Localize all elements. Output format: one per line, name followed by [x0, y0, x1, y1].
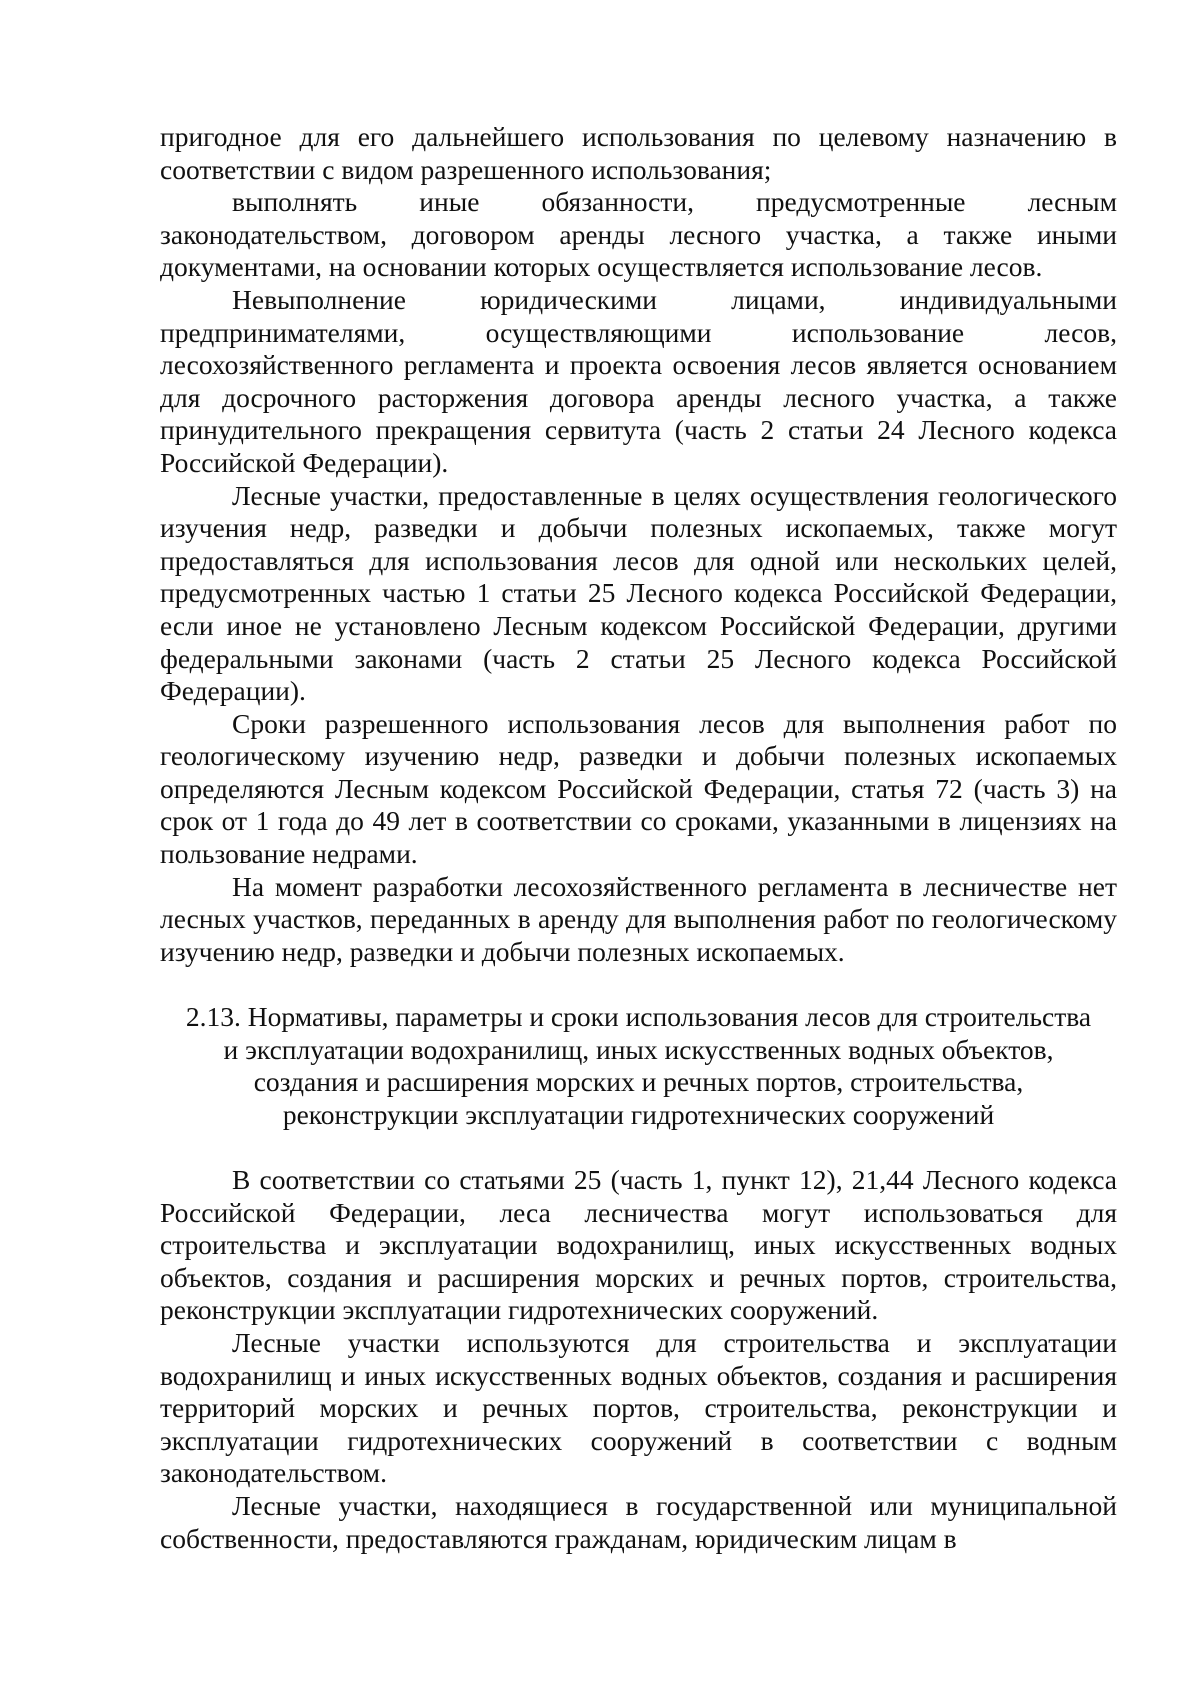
section-heading: 2.13. Нормативы, параметры и сроки использования лесов для строительства и эксплуатации водохранилищ, иных искусственных водных объектов, создания и расширения морских и речных портов, строительства, реконструкции эксплуатации гидротехнических сооружений — [185, 1001, 1092, 1130]
paragraph-terms: Сроки разрешенного использования лесов для выполнения работ по геологическому изучению недр, разведки и добычи полезных ископаемых определяются Лесным кодексом Российской Федерации, статья 72 (часть 3) на срок от 1 года до 49 лет в соответствии со сроками, указанными в лицензиях на пользование недрами. — [160, 707, 1117, 870]
paragraph-geological-plots: Лесные участки, предоставленные в целях осуществления геологического изучения недр, разведки и добычи полезных ископаемых, также могут предоставляться для использования лесов для одной или нескольких целей, предусмотренных частью 1 статьи 25 Лесного кодекса Российской Федерации, если иное не установлено Лесным кодексом Российской Федерации, другими федеральными законами (часть 2 статьи 25 Лесного кодекса Российской Федерации). — [160, 479, 1117, 707]
paragraph-obligations: выполнять иные обязанности, предусмотренные лесным законодательством, договором аренды лесного участка, а также иными документами, на основании которых осуществляется использование лесов. — [160, 186, 1117, 283]
paragraph-noncompliance: Невыполнение юридическими лицами, индивидуальными предпринимателями, осуществляющими использование лесов, лесохозяйственного регламента и проекта освоения лесов является основанием для досрочного расторжения договора аренды лесного участка, а также принудительного прекращения сервитута (часть 2 статьи 24 Лесного кодекса Российской Федерации). — [160, 283, 1117, 478]
document-body — [160, 121, 1117, 1555]
paragraph-plot-usage: Лесные участки используются для строительства и эксплуатации водохранилищ и иных искусственных водных объектов, создания и расширения территорий морских и речных портов, строительства, реконструкции и эксплуатации гидротехнических сооружений в соответствии с водным законодательством. — [160, 1326, 1117, 1489]
paragraph-current-status: На момент разработки лесохозяйственного регламента в лесничестве нет лесных участков, переданных в аренду для выполнения работ по геологическому изучению недр, разведки и добычи полезных ископаемых. — [160, 870, 1117, 967]
paragraph-continuation: пригодное для его дальнейшего использования по целевому назначению в соответствии с видом разрешенного использования; — [160, 121, 1117, 185]
paragraph-legal-basis: В соответствии со статьями 25 (часть 1, пункт 12), 21,44 Лесного кодекса Российской Федерации, леса лесничества могут использоваться для строительства и эксплуатации водохранилищ, иных искусственных водных объектов, создания и расширения морских и речных портов, строительства, реконструкции эксплуатации гидротехнических сооружений. — [160, 1164, 1117, 1326]
paragraph-ownership: Лесные участки, находящиеся в государственной или муниципальной собственности, предоставляются гражданам, юридическим лицам в — [160, 1489, 1117, 1554]
